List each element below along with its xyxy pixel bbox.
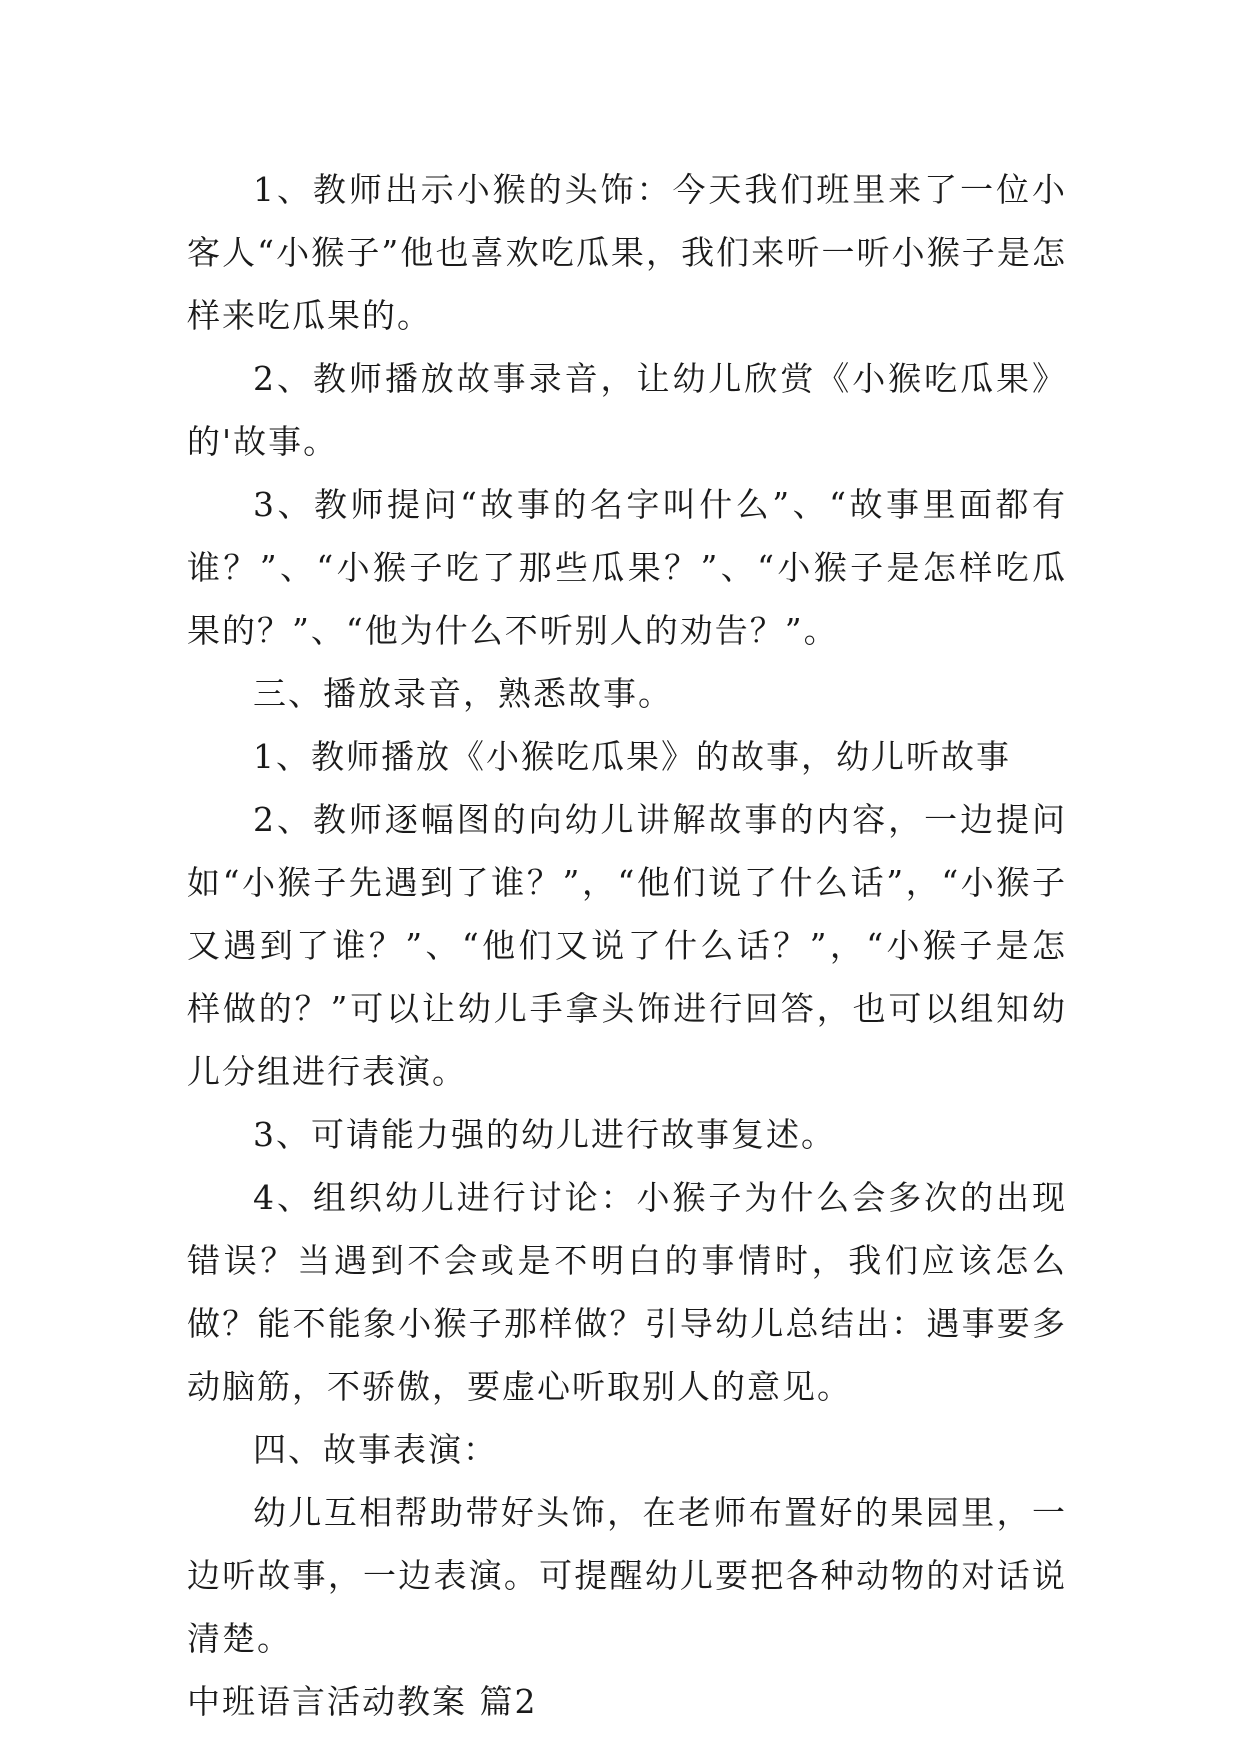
paragraph-explain-pictures: 2、教师逐幅图的向幼儿讲解故事的内容，一边提问如“小猴子先遇到了谁？”，“他们说了什么话”，“小猴子又遇到了谁？”、“他们又说了什么话？”，“小猴子是怎样做的？”可以让幼儿手拿头饰进行回答，也可以组知幼儿分组进行表演。 bbox=[187, 800, 1067, 1091]
paragraph-retell: 3、可请能力强的幼儿进行故事复述。 bbox=[253, 1115, 836, 1154]
paragraph-performance: 幼儿互相帮助带好头饰，在老师布置好的果园里，一边听故事，一边表演。可提醒幼儿要把各种动物的对话说清楚。 bbox=[187, 1493, 1067, 1658]
paragraph-teacher-questions: 3、教师提问“故事的名字叫什么”、“故事里面都有谁？”、“小猴子吃了那些瓜果？”、“小猴子是怎样吃瓜果的？”、“他为什么不听别人的劝告？”。 bbox=[187, 485, 1067, 650]
paragraph-play-recording: 2、教师播放故事录音，让幼儿欣赏《小猴吃瓜果》的'故事。 bbox=[187, 359, 1067, 461]
paragraph-intro-headdress: 1、教师出示小猴的头饰：今天我们班里来了一位小客人“小猴子”他也喜欢吃瓜果，我们来听一听小猴子是怎样来吃瓜果的。 bbox=[187, 170, 1067, 335]
document-body bbox=[187, 158, 1067, 1733]
paragraph-discussion: 4、组织幼儿进行讨论：小猴子为什么会多次的出现错误？当遇到不会或是不明白的事情时，我们应该怎么做？能不能象小猴子那样做？引导幼儿总结出：遇事要多动脑筋，不骄傲，要虚心听取别人的意见。 bbox=[187, 1178, 1067, 1406]
section-heading: 中班语言活动教案 篇2 bbox=[187, 1682, 538, 1721]
section-three-title: 三、播放录音，熟悉故事。 bbox=[253, 674, 673, 713]
section-four-title: 四、故事表演： bbox=[253, 1430, 498, 1469]
paragraph-listen-story: 1、教师播放《小猴吃瓜果》的故事，幼儿听故事 bbox=[253, 737, 1011, 776]
